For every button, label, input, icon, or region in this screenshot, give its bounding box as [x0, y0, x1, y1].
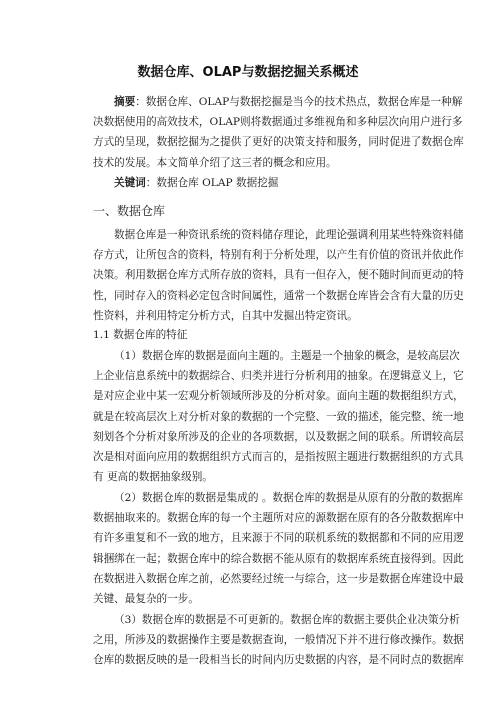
paragraph-3: [93, 610, 464, 671]
abstract-label: 摘要: [114, 96, 136, 108]
abstract-line: 决数据使用的高效技术，OLAP则将数据通过多维视角和多种层次向用户进行多: [93, 116, 463, 129]
keywords-line: [93, 173, 404, 193]
paragraph-line: 关键、最复杂的一步。: [93, 593, 199, 606]
paragraph-line: 有 更高的数据抽象级别。: [93, 471, 213, 484]
section1-paragraph: [93, 225, 464, 326]
paragraph-line: 就是在较高层次上对分析对象的数据的一个完整、一致的描述，能完整、统一地: [93, 410, 464, 423]
paragraph-line: 数据抽取来的。数据仓库的每一个主题所对应的源数据在原有的各分散数据库中: [93, 512, 464, 525]
abstract-block: [93, 92, 464, 173]
paper-title: 数据仓库、OLAP与数据挖掘关系概述: [137, 65, 359, 80]
paragraph-1: [93, 346, 464, 487]
abstract-line: 摘要：数据仓库、OLAP与数据挖掘是当今的技术热点，数据仓库是一种解: [114, 96, 463, 108]
paragraph-line: （2）数据仓库的数据是集成的 。数据仓库的数据是从原有的分散的数据库: [114, 492, 464, 504]
paragraph-line: 辑捆绑在一起；数据仓库中的综合数据不能从原有的数据库系统直接得到。因此: [93, 552, 464, 565]
keywords-block: [93, 173, 404, 193]
paragraph-line: （1）数据仓库的数据是面向主题的。主题是一个抽象的概念，是较高层次: [114, 350, 460, 362]
paragraph-line: 性，同时存入的资料必定包含时间属性，通常一个数据仓库皆会含有大量的历史: [93, 289, 464, 302]
keywords-label: 关键词: [114, 177, 146, 189]
paragraph-line: 在数据进入数据仓库之前，必然要经过统一与综合，这一步是数据仓库建设中最: [93, 572, 464, 585]
paragraph-line: 之用，所涉及的数据操作主要是数据查询，一般情况下并不进行修改操作。数据: [93, 634, 464, 647]
paragraph-line: 次是相对面向应用的数据组织方式而言的，是指按照主题进行数据组织的方式具: [93, 451, 464, 464]
paragraph-line: 上企业信息系统中的数据综合、归类并进行分析利用的抽象。在逻辑意义上，它: [93, 370, 464, 383]
paragraph-line: 有许多重复和不一致的地方，且来源于不同的联机系统的数据都和不同的应用逻: [93, 532, 464, 545]
abstract-line: 方式的呈现，数据挖掘为之提供了更好的决策支持和服务，同时促进了数据仓库: [93, 136, 464, 149]
paragraph-line: 数据仓库是一种资讯系统的资料储存理论，此理论强调利用某些特殊资料储: [114, 229, 464, 241]
paragraph-line: 刻划各个分析对象所涉及的企业的各项数据，以及数据之间的联系。所谓较高层: [93, 430, 464, 443]
paragraph-line: （3）数据仓库的数据是不可更新的。数据仓库的数据主要供企业决策分析: [114, 614, 460, 626]
paragraph-line: 决策。利用数据仓库方式所存放的资料，具有一但存入，便不随时间而更动的特: [93, 269, 464, 282]
paragraph-line: 存方式，让所包含的资料，特别有利于分析处理，以产生有价值的资讯并依此作: [93, 249, 464, 262]
paragraph-line: 仓库的数据反映的是一段相当长的时间内历史数据的内容，是不同时点的数据库: [93, 654, 464, 667]
keywords-text: ：数据仓库 OLAP 数据挖掘: [145, 177, 279, 189]
section-heading: 一、数据仓库: [93, 204, 166, 218]
paragraph-line: 是对应企业中某一宏观分析领域所涉及的分析对象。面向主题的数据组织方式，: [93, 390, 464, 403]
subsection-heading: 1.1 数据仓库的特征: [93, 329, 188, 341]
abstract-line: 技术的发展。本文简单介绍了这三者的概念和应用。: [93, 156, 337, 169]
paragraph-2: [93, 488, 464, 609]
paragraph-line: 性资料，并利用特定分析方式，自其中发掘出特定资讯。: [93, 309, 358, 322]
